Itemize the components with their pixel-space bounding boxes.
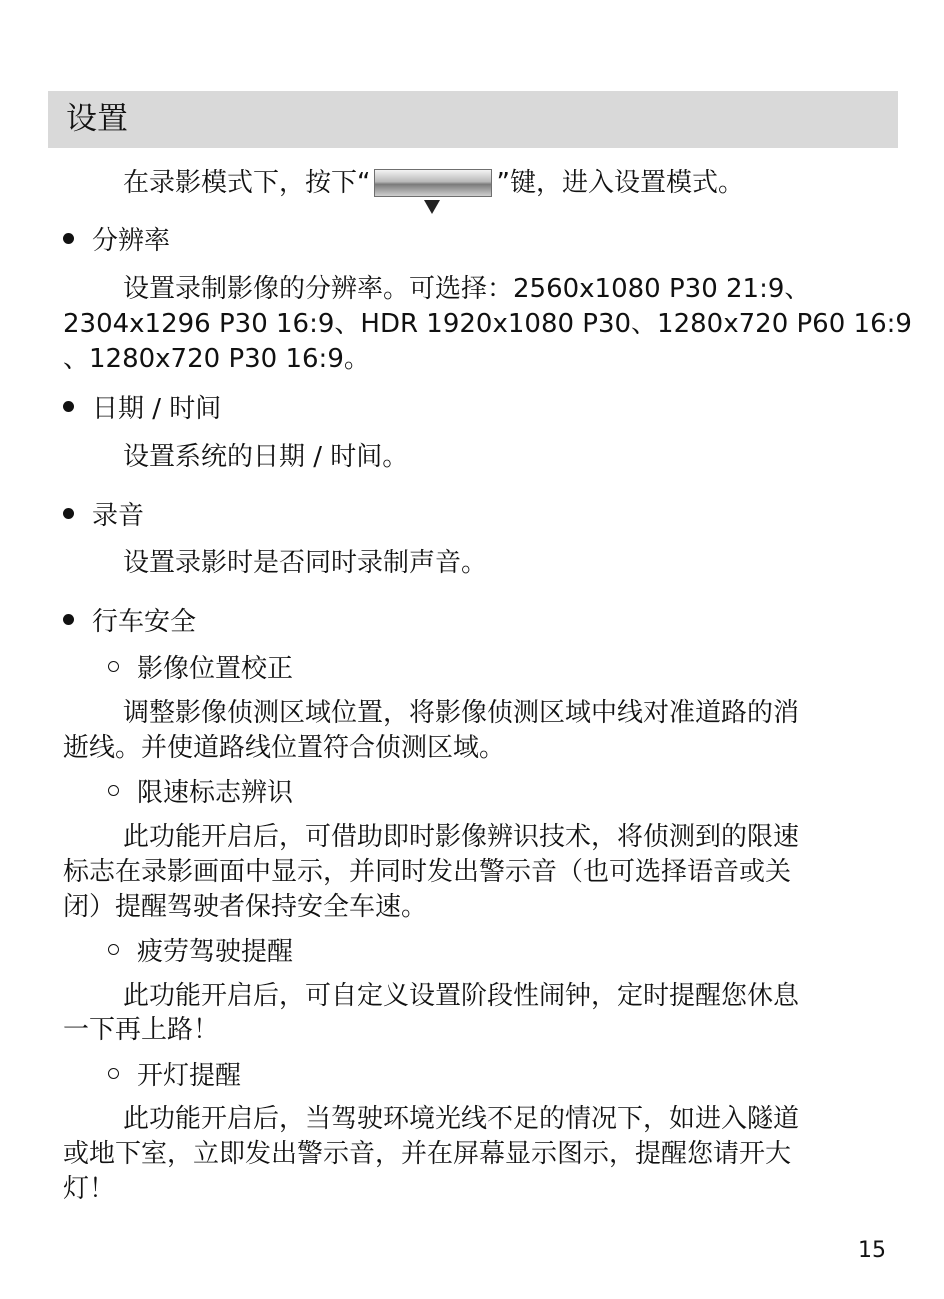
paragraph-line: 此功能开启后，可借助即时影像辨识技术，将侦测到的限速 bbox=[123, 822, 800, 852]
paragraph-line: 灯！ bbox=[63, 1174, 116, 1204]
subitem-speed-sign bbox=[108, 776, 293, 810]
paragraph-line: 一下再上路！ bbox=[63, 1015, 220, 1045]
bullet-title: 分辨率 bbox=[92, 226, 171, 256]
subitem-title: 疲劳驾驶提醒 bbox=[137, 937, 294, 967]
subitem-title: 限速标志辨识 bbox=[137, 778, 294, 808]
intro-line bbox=[123, 166, 744, 200]
paragraph-line: 设置录制影像的分辨率。可选择：2560x1080 P30 21:9、 bbox=[123, 274, 811, 304]
page-title: 设置 bbox=[66, 101, 128, 137]
bullet-icon bbox=[63, 233, 74, 244]
paragraph-line: 标志在录影画面中显示，并同时发出警示音（也可选择语音或关 bbox=[63, 857, 792, 887]
subitem-fatigue bbox=[108, 935, 293, 969]
bullet-audio bbox=[63, 499, 144, 533]
subitem-image-position bbox=[108, 652, 293, 686]
intro-text-after: ”键，进入设置模式。 bbox=[496, 168, 744, 198]
subitem-title: 影像位置校正 bbox=[137, 654, 294, 684]
bullet-icon bbox=[63, 401, 74, 412]
sub-bullet-icon bbox=[108, 785, 119, 796]
setup-button-graphic bbox=[374, 169, 492, 199]
bullet-title: 行车安全 bbox=[92, 607, 197, 637]
paragraph-line: 调整影像侦测区域位置，将影像侦测区域中线对准道路的消 bbox=[123, 698, 800, 728]
subitem-headlight bbox=[108, 1059, 241, 1093]
bullet-safety bbox=[63, 605, 196, 639]
down-arrow-icon bbox=[424, 200, 440, 214]
paragraph-line: 此功能开启后，可自定义设置阶段性闹钟，定时提醒您休息 bbox=[123, 981, 800, 1011]
bullet-resolution bbox=[63, 224, 170, 258]
paragraph-line: 此功能开启后，当驾驶环境光线不足的情况下，如进入隧道 bbox=[123, 1104, 800, 1134]
paragraph-line: 2304x1296 P30 16:9、HDR 1920x1080 P30、1280x720 P60 16:9 bbox=[63, 309, 912, 339]
sub-bullet-icon bbox=[108, 1068, 119, 1079]
paragraph-line: 设置系统的日期 / 时间。 bbox=[123, 442, 409, 472]
subitem-title: 开灯提醒 bbox=[137, 1061, 242, 1091]
paragraph-line: 闭）提醒驾驶者保持安全车速。 bbox=[63, 892, 428, 922]
paragraph-line: 逝线。并使道路线位置符合侦测区域。 bbox=[63, 733, 506, 763]
paragraph-line: 设置录影时是否同时录制声音。 bbox=[123, 548, 488, 578]
paragraph-line: 、1280x720 P30 16:9。 bbox=[63, 344, 370, 374]
sub-bullet-icon bbox=[108, 944, 119, 955]
sub-bullet-icon bbox=[108, 661, 119, 672]
bullet-title: 日期 / 时间 bbox=[92, 394, 222, 424]
paragraph-line: 或地下室，立即发出警示音，并在屏幕显示图示，提醒您请开大 bbox=[63, 1139, 792, 1169]
bullet-icon bbox=[63, 614, 74, 625]
page-number: 15 bbox=[858, 1238, 886, 1263]
bullet-title: 录音 bbox=[92, 501, 145, 531]
section-header-bar bbox=[48, 91, 898, 148]
bullet-datetime bbox=[63, 392, 221, 426]
button-icon bbox=[374, 169, 492, 197]
bullet-icon bbox=[63, 508, 74, 519]
intro-text-before: 在录影模式下，按下“ bbox=[123, 168, 371, 198]
